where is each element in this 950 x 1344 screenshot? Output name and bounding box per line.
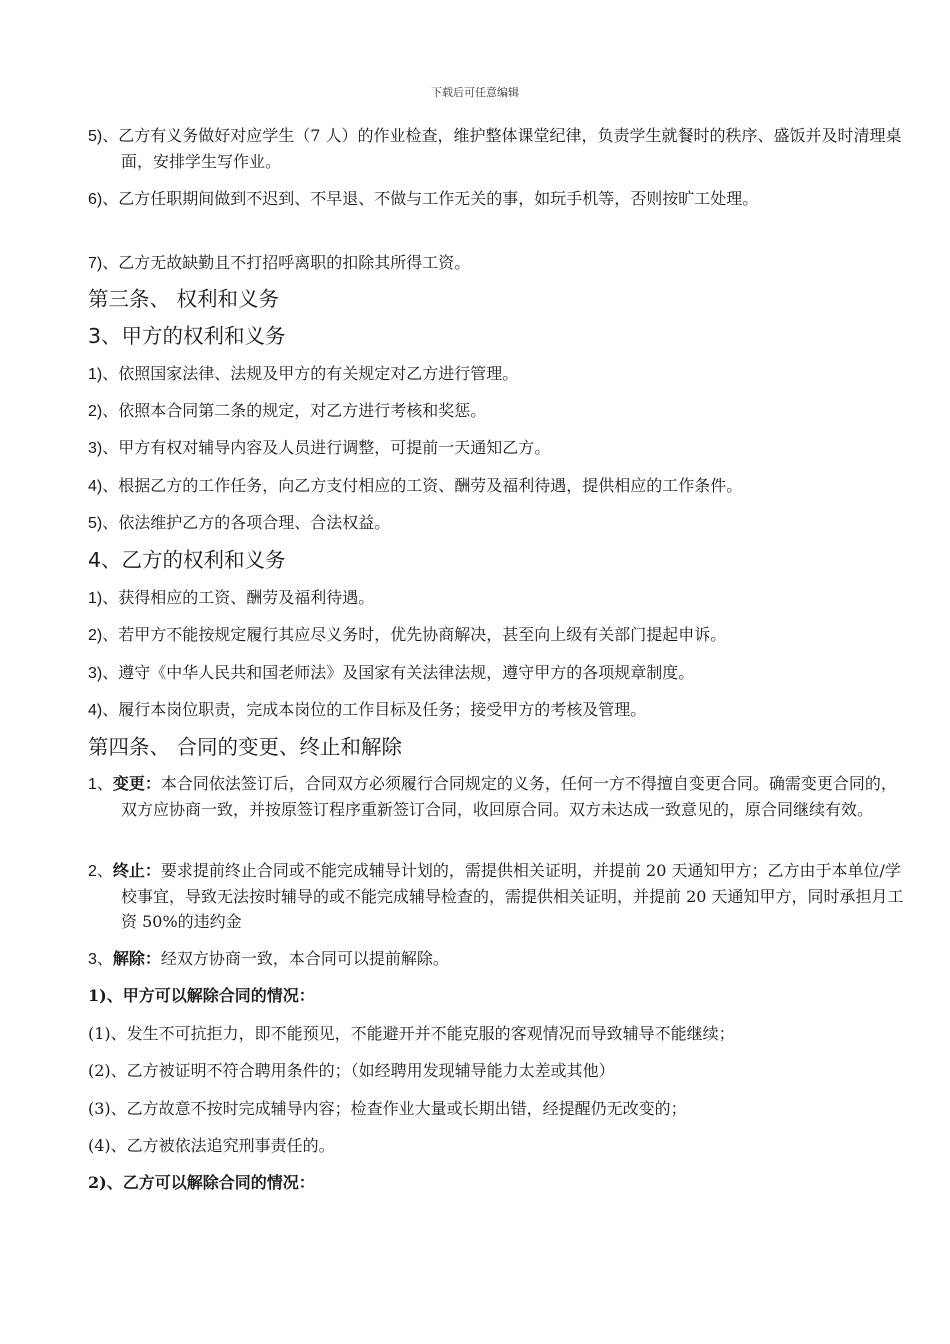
list-item: 3、解除：经双方协商一致，本合同可以提前解除。 [88,949,449,968]
page-header: 下载后可任意编辑 [431,86,519,99]
list-item: 4)、履行本岗位职责，完成本岗位的工作目标及任务；接受甲方的考核及管理。 [88,700,647,719]
list-item: 1、变更：本合同依法签订后，合同双方必须履行合同规定的义务，任何一方不得擅自变更合同。确需变更合同的，双方应协商一致，并按原签订程序重新签订合同，收回原合同。双方未达成一致意见的，原合同继续有效。 [88,774,897,819]
list-item: 2)、依照本合同第二条的规定，对乙方进行考核和奖惩。 [88,401,487,420]
list-item: 4)、根据乙方的工作任务，向乙方支付相应的工资、酬劳及福利待遇，提供相应的工作条件。 [88,476,743,495]
list-item: (1)、发生不可抗拒力，即不能预见，不能避开并不能克服的客观情况而导致辅导不能继续； [88,1024,735,1043]
list-item: 6)、乙方任职期间做到不迟到、不早退、不做与工作无关的事，如玩手机等，否则按旷工处理。 [88,189,759,208]
list-item: 3)、遵守《中华人民共和国老师法》及国家有关法律法规，遵守甲方的各项规章制度。 [88,663,695,682]
list-item: 2)、若甲方不能按规定履行其应尽义务时，优先协商解决，甚至向上级有关部门提起申诉。 [88,625,727,644]
party-a-termination-title: 1)、甲方可以解除合同的情况： [88,986,315,1005]
list-item: (2)、乙方被证明不符合聘用条件的；（如经聘用发现辅导能力太差或其他） [88,1061,615,1080]
list-item: 5)、依法维护乙方的各项合理、合法权益。 [88,513,391,532]
list-item: (3)、乙方故意不按时完成辅导内容；检查作业大量或长期出错，经提醒仍无改变的； [88,1099,687,1118]
article-3-title: 第三条、 权利和义务 [88,287,280,311]
section-4-title: 4、乙方的权利和义务 [88,548,286,572]
list-item: 1)、获得相应的工资、酬劳及福利待遇。 [88,588,375,607]
article-4-title: 第四条、 合同的变更、终止和解除 [88,735,403,759]
party-b-termination-title: 2)、乙方可以解除合同的情况： [88,1173,315,1192]
section-3-title: 3、甲方的权利和义务 [88,324,286,348]
list-item: (4)、乙方被依法追究刑事责任的。 [88,1136,335,1155]
list-item: 1)、依照国家法律、法规及甲方的有关规定对乙方进行管理。 [88,364,519,383]
list-item: 2、终止：要求提前终止合同或不能完成辅导计划的，需提供相关证明，并提前 20 天通知甲方；乙方由于本单位/学校事宜，导致无法按时辅导的或不能完成辅导检查的，需提供相关证明，并提前 20 天通知甲方，同时承担月工资 50%的违约金 [88,861,904,931]
list-item: 5)、乙方有义务做好对应学生（7 人）的作业检查，维护整体课堂纪律，负责学生就餐时的秩序、盛饭并及时清理桌面，安排学生写作业。 [88,126,902,171]
list-item: 7)、乙方无故缺勤且不打招呼离职的扣除其所得工资。 [88,253,471,272]
list-item: 3)、甲方有权对辅导内容及人员进行调整，可提前一天通知乙方。 [88,438,551,457]
